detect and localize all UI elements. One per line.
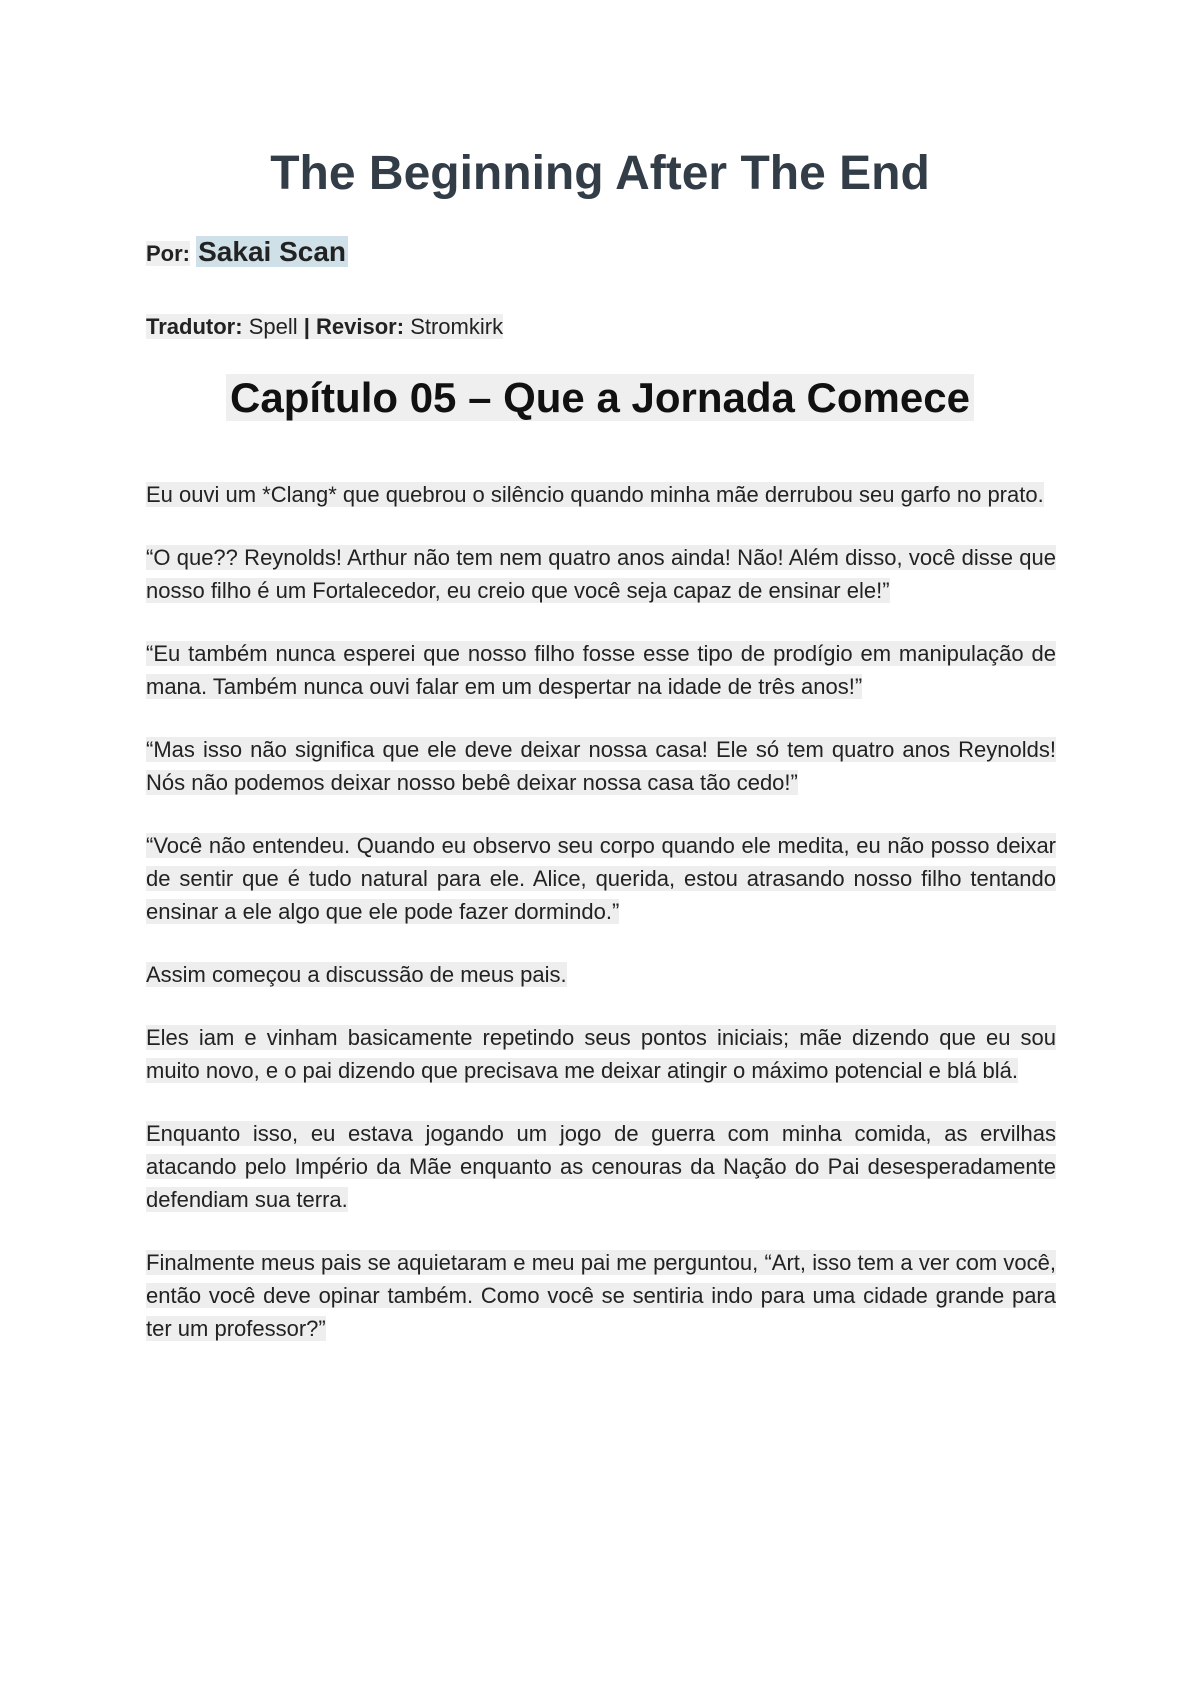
paragraph: “O que?? Reynolds! Arthur não tem nem quatro anos ainda! Não! Além disso, você disse que nosso filho é um Fortalecedor, eu creio que você seja capaz de ensinar ele!” xyxy=(146,545,1056,603)
document-title: The Beginning After The End xyxy=(270,147,930,200)
reviewer-label: Revisor: xyxy=(316,314,405,339)
chapter-title xyxy=(0,374,1200,422)
translator-label: Tradutor: xyxy=(146,314,243,339)
credits-line xyxy=(146,314,503,340)
paragraph: Enquanto isso, eu estava jogando um jogo de guerra com minha comida, as ervilhas atacando pelo Império da Mãe enquanto as cenouras da Nação do Pai desesperadamente defendiam sua terra. xyxy=(146,1121,1056,1212)
paragraph: Eu ouvi um *Clang* que quebrou o silêncio quando minha mãe derrubou seu garfo no prato. xyxy=(146,482,1044,507)
author-label: Por: xyxy=(146,241,190,266)
translator-name: Spell xyxy=(248,314,298,339)
paragraph: “Eu também nunca esperei que nosso filho fosse esse tipo de prodígio em manipulação de mana. Também nunca ouvi falar em um despertar na idade de três anos!” xyxy=(146,641,1056,699)
paragraph: Eles iam e vinham basicamente repetindo seus pontos iniciais; mãe dizendo que eu sou muito novo, e o pai dizendo que precisava me deixar atingir o máximo potencial e blá blá. xyxy=(146,1025,1056,1083)
paragraph: Assim começou a discussão de meus pais. xyxy=(146,962,567,987)
chapter-title-text: Capítulo 05 – Que a Jornada Comece xyxy=(226,374,974,421)
paragraph: Finalmente meus pais se aquietaram e meu pai me perguntou, “Art, isso tem a ver com você, então você deve opinar também. Como você se sentiria indo para uma cidade grande para ter um professor?” xyxy=(146,1250,1056,1341)
reviewer-name: Stromkirk xyxy=(410,314,504,339)
chapter-body xyxy=(146,478,1056,1375)
credits-separator: | xyxy=(303,314,310,339)
paragraph: “Você não entendeu. Quando eu observo seu corpo quando ele medita, eu não posso deixar de sentir que é tudo natural para ele. Alice, querida, estou atrasando nosso filho tentando ensinar a ele algo que ele pode fazer dormindo.” xyxy=(146,833,1056,924)
author-line xyxy=(146,236,348,268)
paragraph: “Mas isso não significa que ele deve deixar nossa casa! Ele só tem quatro anos Reynolds! Nós não podemos deixar nosso bebê deixar nossa casa tão cedo!” xyxy=(146,737,1056,795)
author-name: Sakai Scan xyxy=(198,236,346,267)
